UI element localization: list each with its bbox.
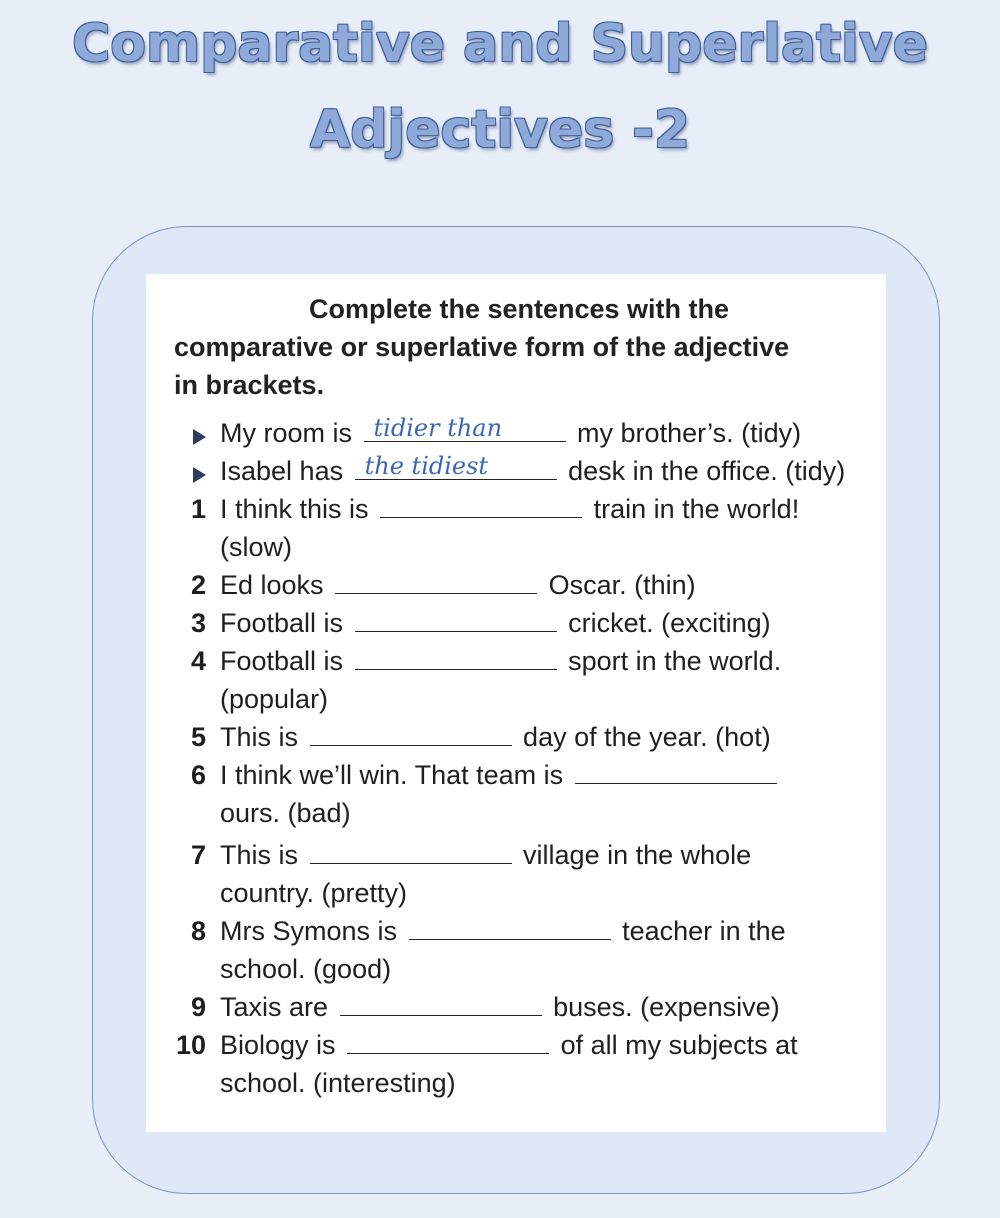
example-row — [160, 414, 801, 455]
item-number: 10 — [175, 1030, 206, 1060]
item-number: 5 — [190, 722, 206, 752]
answer-blank[interactable] — [340, 991, 542, 1016]
sentence-continuation: (popular) — [220, 684, 329, 714]
exercise-item — [160, 912, 786, 988]
instruction-line: in brackets. — [174, 370, 325, 400]
answer-blank[interactable] — [355, 452, 557, 480]
sentence-continuation: school. (good) — [220, 954, 392, 984]
sentence-start: My room is — [220, 418, 353, 448]
sentence-continuation: (slow) — [220, 532, 292, 562]
item-number: 4 — [190, 646, 206, 676]
sentence-continuation: ours. (bad) — [220, 798, 351, 828]
exercise-item — [160, 988, 780, 1026]
answer-blank[interactable] — [380, 493, 582, 518]
answer-blank[interactable] — [575, 759, 777, 784]
answer-blank[interactable] — [355, 607, 557, 632]
handwritten-answer: the tidiest — [364, 452, 489, 480]
answer-blank[interactable] — [409, 915, 611, 940]
sentence-start: Ed looks — [220, 570, 324, 600]
sentence-start: Football is — [220, 646, 344, 676]
exercise-item — [160, 490, 799, 566]
sentence-start: This is — [220, 722, 299, 752]
sentence-end: desk in the office. (tidy) — [568, 456, 846, 486]
sentence-end: buses. (expensive) — [553, 992, 780, 1022]
sentence-start: Biology is — [220, 1030, 336, 1060]
sentence-end: sport in the world. — [568, 646, 782, 676]
sentence-continuation: country. (pretty) — [220, 878, 408, 908]
answer-blank[interactable] — [347, 1029, 549, 1054]
item-number: 7 — [190, 840, 206, 870]
arrow-icon — [160, 455, 206, 493]
answer-blank[interactable] — [355, 645, 557, 670]
answer-blank[interactable] — [364, 414, 566, 442]
instructions — [174, 290, 864, 404]
worksheet — [146, 274, 886, 1132]
exercise-item — [160, 604, 771, 642]
page-title-line1: Comparative and Superlative — [72, 14, 928, 74]
sentence-start: I think this is — [220, 494, 369, 524]
sentence-end: of all my subjects at — [560, 1030, 798, 1060]
page-title-line2: Adjectives -2 — [309, 100, 691, 160]
sentence-end: day of the year. (hot) — [523, 722, 771, 752]
item-number: 1 — [190, 494, 206, 524]
instruction-line: Complete the sentences with the — [308, 294, 730, 324]
sentence-continuation: school. (interesting) — [220, 1068, 456, 1098]
item-number: 2 — [190, 570, 206, 600]
answer-blank[interactable] — [335, 569, 537, 594]
sentence-start: Isabel has — [220, 456, 344, 486]
sentence-start: Football is — [220, 608, 344, 638]
sentence-end: village in the whole — [523, 840, 752, 870]
sentence-start: Taxis are — [220, 992, 329, 1022]
arrow-icon — [160, 417, 206, 455]
handwritten-answer: tidier than — [373, 414, 503, 442]
exercise-item — [160, 1026, 798, 1102]
answer-blank[interactable] — [310, 721, 512, 746]
sentence-end: Oscar. (thin) — [548, 570, 696, 600]
sentence-start: Mrs Symons is — [220, 916, 398, 946]
sentence-end: cricket. (exciting) — [568, 608, 771, 638]
item-number: 9 — [190, 992, 206, 1022]
example-row — [160, 452, 845, 493]
exercise-item — [160, 836, 751, 912]
item-number: 6 — [190, 760, 206, 790]
instruction-line: comparative or superlative form of the adjective — [174, 332, 790, 362]
sentence-start: I think we’ll win. That team is — [220, 760, 564, 790]
sentence-end: my brother’s. (tidy) — [577, 418, 802, 448]
sentence-end: train in the world! — [593, 494, 800, 524]
exercise-item — [160, 718, 771, 756]
exercise-item — [160, 566, 696, 604]
exercise-item — [160, 756, 781, 832]
item-number: 3 — [190, 608, 206, 638]
sentence-end: teacher in the — [622, 916, 786, 946]
answer-blank[interactable] — [310, 839, 512, 864]
exercise-item — [160, 642, 781, 718]
item-number: 8 — [190, 916, 206, 946]
sentence-start: This is — [220, 840, 299, 870]
